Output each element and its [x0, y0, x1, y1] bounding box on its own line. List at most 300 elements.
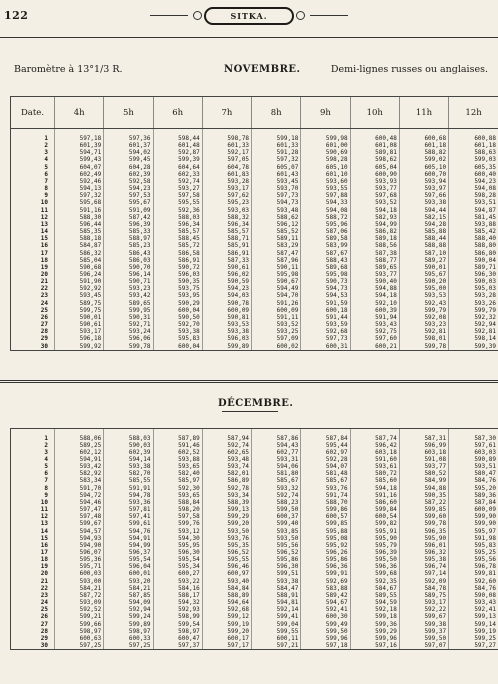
reading-cell: 594,88 — [399, 485, 448, 492]
reading-cell: 595,83 — [153, 335, 202, 342]
table-row — [11, 278, 498, 285]
reading-cell: 596,32 — [399, 549, 448, 556]
reading-cell: 603,03 — [449, 449, 498, 456]
reading-cell: 597,21 — [252, 642, 301, 650]
column-header-hour: 12h — [449, 97, 498, 129]
reading-cell: 599,25 — [449, 635, 498, 642]
reading-cell: 587,94 — [202, 428, 251, 442]
table-row — [11, 235, 498, 242]
reading-cell: 594,78 — [104, 492, 153, 499]
reading-cell: 594,43 — [252, 442, 301, 449]
reading-cell: 593,42 — [104, 292, 153, 299]
reading-cell: 593,51 — [449, 199, 498, 206]
reading-cell: 594,91 — [104, 535, 153, 542]
reading-cell: 601,00 — [301, 142, 350, 149]
reading-cell: 593,50 — [252, 535, 301, 542]
reading-cell: 592,36 — [153, 207, 202, 214]
reading-cell: 595,83 — [449, 542, 498, 549]
reading-cell: 593,12 — [153, 528, 202, 535]
reading-cell: 604,28 — [104, 164, 153, 171]
reading-cell: 588,63 — [449, 149, 498, 156]
reading-cell: 597,73 — [252, 192, 301, 199]
reading-cell: 599,76 — [153, 520, 202, 527]
reading-cell: 596,44 — [55, 221, 104, 228]
reading-cell: 599,29 — [202, 513, 251, 520]
reading-cell: 594,03 — [202, 292, 251, 299]
reading-cell: 593,17 — [55, 328, 104, 335]
reading-cell: 596,36 — [301, 563, 350, 570]
reading-cell: 592,17 — [202, 149, 251, 156]
month-title-november: NOVEMBRE. — [224, 64, 301, 75]
date-cell: 22 — [11, 585, 55, 592]
reading-cell: 593,88 — [153, 456, 202, 463]
reading-cell: 594,91 — [55, 456, 104, 463]
reading-cell: 585,97 — [153, 477, 202, 484]
reading-cell: 593,60 — [301, 178, 350, 185]
reading-cell: 600,63 — [55, 635, 104, 642]
reading-cell: 590,78 — [202, 300, 251, 307]
table-row — [11, 292, 498, 299]
table-row — [11, 570, 498, 577]
table-row — [11, 606, 498, 613]
reading-cell: 599,37 — [399, 628, 448, 635]
reading-cell: 599,84 — [350, 506, 399, 513]
reading-cell: 590,40 — [350, 278, 399, 285]
reading-cell: 586,58 — [153, 250, 202, 257]
reading-cell: 594,28 — [399, 221, 448, 228]
reading-cell: 593,26 — [449, 300, 498, 307]
table-row — [11, 171, 498, 178]
date-cell: 23 — [11, 592, 55, 599]
reading-cell: 592,41 — [449, 606, 498, 613]
date-cell: 5 — [11, 164, 55, 171]
table-row — [11, 549, 498, 556]
date-cell: 16 — [11, 242, 55, 249]
reading-cell: 582,01 — [202, 470, 251, 477]
reading-cell: 587,67 — [301, 250, 350, 257]
reading-cell: 604,64 — [153, 164, 202, 171]
table-row — [11, 635, 498, 642]
reading-cell: 594,87 — [449, 207, 498, 214]
reading-cell: 598,44 — [153, 129, 202, 143]
reading-cell: 585,04 — [55, 257, 104, 264]
reading-cell: 592,32 — [449, 314, 498, 321]
reading-cell: 597,32 — [55, 192, 104, 199]
date-cell: 7 — [11, 477, 55, 484]
reading-cell: 581,80 — [252, 470, 301, 477]
reading-cell: 584,99 — [399, 477, 448, 484]
reading-cell: 595,90 — [399, 535, 448, 542]
reading-cell: 593,38 — [153, 328, 202, 335]
reading-cell: 599,38 — [399, 621, 448, 628]
reading-cell: 596,18 — [55, 335, 104, 342]
reading-cell: 599,95 — [104, 307, 153, 314]
reading-cell: 585,72 — [153, 242, 202, 249]
reading-cell: 592,92 — [55, 285, 104, 292]
reading-cell: 591,59 — [301, 300, 350, 307]
reading-cell: 602,52 — [153, 449, 202, 456]
reading-cell: 599,12 — [202, 613, 251, 620]
reading-cell: 599,21 — [55, 613, 104, 620]
reading-cell: 586,32 — [55, 250, 104, 257]
table-row — [11, 520, 498, 527]
reading-cell: 587,47 — [252, 250, 301, 257]
date-cell: 30 — [11, 642, 55, 650]
reading-cell: 600,57 — [301, 513, 350, 520]
page-number: 122 — [4, 9, 29, 22]
reading-cell: 595,88 — [301, 528, 350, 535]
reading-cell: 588,30 — [55, 214, 104, 221]
reading-cell: 593,34 — [202, 492, 251, 499]
date-cell: 23 — [11, 292, 55, 299]
table-row — [11, 335, 498, 342]
reading-cell: 593,38 — [104, 463, 153, 470]
date-cell: 11 — [11, 506, 55, 513]
november-table-body — [11, 129, 498, 351]
reading-cell: 599,89 — [202, 343, 251, 351]
date-cell: 30 — [11, 343, 55, 351]
date-cell: 28 — [11, 628, 55, 635]
column-header-hour: 7h — [202, 97, 251, 129]
reading-cell: 596,42 — [350, 442, 399, 449]
reading-cell: 588,71 — [202, 235, 251, 242]
reading-cell: 599,19 — [449, 628, 498, 635]
reading-cell: 593,53 — [202, 321, 251, 328]
reading-cell: 584,76 — [449, 477, 498, 484]
reading-cell: 595,79 — [350, 542, 399, 549]
reading-cell: 596,36 — [350, 563, 399, 570]
reading-cell: 599,78 — [104, 343, 153, 351]
table-row — [11, 185, 498, 192]
reading-cell: 600,90 — [350, 171, 399, 178]
reading-cell: 587,31 — [399, 428, 448, 442]
reading-cell: 593,24 — [104, 328, 153, 335]
reading-cell: 594,13 — [55, 185, 104, 192]
reading-cell: 596,52 — [252, 549, 301, 556]
date-cell: 2 — [11, 142, 55, 149]
date-cell: 3 — [11, 149, 55, 156]
reading-cell: 599,50 — [399, 635, 448, 642]
reading-cell: 593,77 — [399, 463, 448, 470]
reading-cell: 584,87 — [55, 242, 104, 249]
reading-cell: 596,37 — [104, 549, 153, 556]
reading-cell: 599,67 — [399, 613, 448, 620]
reading-cell: 590,81 — [202, 314, 251, 321]
reading-cell: 594,72 — [55, 492, 104, 499]
reading-cell: 601,18 — [399, 142, 448, 149]
reading-cell: 588,06 — [55, 428, 104, 442]
reading-cell: 587,85 — [104, 592, 153, 599]
reading-cell: 596,26 — [301, 549, 350, 556]
reading-cell: 597,25 — [55, 642, 104, 650]
reading-cell: 588,03 — [104, 428, 153, 442]
reading-cell: 594,09 — [104, 599, 153, 606]
reading-cell: 592,22 — [399, 606, 448, 613]
reading-cell: 595,34 — [153, 563, 202, 570]
reading-cell: 590,03 — [104, 442, 153, 449]
reading-cell: 588,91 — [252, 592, 301, 599]
reading-cell: 596,06 — [104, 335, 153, 342]
reading-cell: 583,29 — [252, 242, 301, 249]
reading-cell: 598,01 — [399, 335, 448, 342]
reading-cell: 591,46 — [153, 442, 202, 449]
reading-cell: 593,25 — [252, 328, 301, 335]
reading-cell: 592,52 — [55, 606, 104, 613]
reading-cell: 590,11 — [252, 264, 301, 271]
reading-cell: 593,88 — [449, 221, 498, 228]
reading-cell: 588,18 — [55, 235, 104, 242]
reading-cell: 594,14 — [104, 456, 153, 463]
reading-cell: 591,60 — [350, 456, 399, 463]
reading-cell: 597,66 — [399, 192, 448, 199]
reading-cell: 591,16 — [55, 207, 104, 214]
reading-cell: 594,71 — [55, 149, 104, 156]
reading-cell: 596,46 — [202, 563, 251, 570]
reading-cell: 595,98 — [252, 271, 301, 278]
reading-cell: 588,44 — [399, 235, 448, 242]
reading-cell: 594,18 — [350, 485, 399, 492]
reading-cell: 585,60 — [350, 477, 399, 484]
table-row — [11, 449, 498, 456]
reading-cell: 594,23 — [104, 185, 153, 192]
reading-cell: 596,39 — [350, 549, 399, 556]
reading-cell: 602,39 — [104, 449, 153, 456]
reading-cell: 595,55 — [202, 556, 251, 563]
reading-cell: 584,76 — [449, 585, 498, 592]
date-cell: 12 — [11, 214, 55, 221]
reading-cell: 594,33 — [301, 199, 350, 206]
reading-cell: 597,48 — [55, 513, 104, 520]
reading-cell: 596,39 — [104, 221, 153, 228]
reading-cell: 600,04 — [153, 343, 202, 351]
reading-cell: 587,72 — [55, 592, 104, 599]
date-cell: 21 — [11, 278, 55, 285]
reading-cell: 598,78 — [202, 129, 251, 143]
table-row — [11, 221, 498, 228]
reading-cell: 600,09 — [202, 307, 251, 314]
reading-cell: 595,20 — [449, 485, 498, 492]
reading-cell: 590,59 — [202, 278, 251, 285]
reading-cell: 595,08 — [301, 535, 350, 542]
reading-cell: 600,31 — [301, 343, 350, 351]
reading-cell: 594,70 — [252, 292, 301, 299]
reading-cell: 594,18 — [350, 292, 399, 299]
reading-cell: 585,67 — [301, 477, 350, 484]
reading-cell: 585,67 — [252, 477, 301, 484]
reading-cell: 585,88 — [399, 228, 448, 235]
reading-cell: 593,97 — [399, 185, 448, 192]
reading-cell: 599,85 — [399, 506, 448, 513]
reading-cell: 588,82 — [399, 149, 448, 156]
reading-cell: 594,08 — [301, 207, 350, 214]
date-cell: 29 — [11, 635, 55, 642]
reading-cell: 600,27 — [153, 570, 202, 577]
reading-cell: 595,96 — [301, 221, 350, 228]
reading-cell: 603,18 — [350, 449, 399, 456]
reading-cell: 588,23 — [252, 499, 301, 506]
reading-cell: 593,31 — [252, 456, 301, 463]
reading-cell: 599,40 — [252, 520, 301, 527]
reading-cell: 597,88 — [301, 192, 350, 199]
reading-cell: 585,35 — [55, 228, 104, 235]
reading-cell: 592,43 — [399, 300, 448, 307]
reading-cell: 602,39 — [104, 171, 153, 178]
reading-cell: 587,86 — [252, 428, 301, 442]
reading-cell: 599,98 — [301, 129, 350, 143]
reading-cell: 599,55 — [252, 628, 301, 635]
reading-cell: 593,27 — [153, 185, 202, 192]
reading-cell: 596,34 — [202, 221, 251, 228]
reading-cell: 594,90 — [55, 542, 104, 549]
reading-cell: 599,79 — [449, 307, 498, 314]
reading-cell: 592,68 — [301, 328, 350, 335]
reading-cell: 600,97 — [202, 570, 251, 577]
reading-cell: 600,11 — [252, 635, 301, 642]
table-row — [11, 207, 498, 214]
reading-cell: 600,09 — [252, 307, 301, 314]
reading-cell: 595,91 — [350, 528, 399, 535]
reading-cell: 586,43 — [104, 250, 153, 257]
reading-cell: 598,97 — [55, 628, 104, 635]
reading-cell: 596,34 — [153, 221, 202, 228]
reading-cell: 594,88 — [350, 285, 399, 292]
reading-cell: 599,79 — [399, 307, 448, 314]
reading-cell: 590,69 — [301, 149, 350, 156]
reading-cell: 599,14 — [449, 621, 498, 628]
table-row — [11, 214, 498, 221]
reading-cell: 589,71 — [449, 264, 498, 271]
reading-cell: 586,91 — [202, 250, 251, 257]
table-row — [11, 142, 498, 149]
reading-cell: 595,71 — [55, 563, 104, 570]
reading-cell: 599,96 — [301, 635, 350, 642]
reading-cell: 595,86 — [301, 556, 350, 563]
reading-cell: 589,58 — [301, 235, 350, 242]
reading-cell: 585,55 — [104, 477, 153, 484]
reading-cell: 590,73 — [301, 278, 350, 285]
reading-cell: 594,08 — [449, 185, 498, 192]
reading-cell: 596,01 — [399, 542, 448, 549]
reading-cell: 591,08 — [399, 456, 448, 463]
reading-cell: 592,41 — [301, 606, 350, 613]
reading-cell: 586,80 — [449, 250, 498, 257]
reading-cell: 605,35 — [449, 164, 498, 171]
reading-cell: 601,39 — [55, 142, 104, 149]
date-cell: 13 — [11, 520, 55, 527]
date-cell: 2 — [11, 442, 55, 449]
reading-cell: 596,74 — [399, 563, 448, 570]
reading-cell: 601,37 — [104, 142, 153, 149]
reading-cell: 599,19 — [202, 621, 251, 628]
reading-cell: 597,73 — [301, 335, 350, 342]
reading-cell: 593,28 — [202, 178, 251, 185]
reading-cell: 593,28 — [449, 292, 498, 299]
reading-cell: 600,39 — [350, 307, 399, 314]
table-row — [11, 156, 498, 163]
reading-cell: 595,38 — [399, 556, 448, 563]
date-cell: 29 — [11, 335, 55, 342]
reading-cell: 586,03 — [104, 257, 153, 264]
reading-cell: 593,50 — [202, 528, 251, 535]
date-cell: 17 — [11, 250, 55, 257]
table-row — [11, 228, 498, 235]
reading-cell: 588,03 — [153, 214, 202, 221]
reading-cell: 600,21 — [350, 343, 399, 351]
reading-cell: 600,54 — [350, 513, 399, 520]
reading-cell: 583,34 — [55, 477, 104, 484]
column-header-hour: 8h — [252, 97, 301, 129]
reading-cell: 599,54 — [153, 621, 202, 628]
reading-cell: 597,47 — [55, 506, 104, 513]
date-cell: 25 — [11, 307, 55, 314]
date-cell: 22 — [11, 285, 55, 292]
reading-cell: 597,36 — [104, 129, 153, 143]
reading-cell: 599,43 — [55, 156, 104, 163]
reading-cell: 594,99 — [350, 221, 399, 228]
reading-cell: 597,17 — [202, 642, 251, 650]
reading-cell: 588,43 — [301, 257, 350, 264]
november-table — [10, 96, 498, 351]
date-cell: 11 — [11, 207, 55, 214]
table-row — [11, 621, 498, 628]
reading-cell: 604,07 — [55, 164, 104, 171]
reading-cell: 588,80 — [449, 242, 498, 249]
reading-cell: 592,58 — [104, 178, 153, 185]
date-cell: 10 — [11, 199, 55, 206]
reading-cell: 599,91 — [301, 570, 350, 577]
date-cell: 24 — [11, 300, 55, 307]
table-row — [11, 321, 498, 328]
reading-cell: 584,78 — [399, 585, 448, 592]
date-cell: 13 — [11, 221, 55, 228]
reading-cell: 601,43 — [252, 171, 301, 178]
table-header-row — [11, 97, 498, 129]
reading-cell: 593,95 — [153, 292, 202, 299]
reading-cell: 590,08 — [449, 592, 498, 599]
reading-cell: 596,78 — [449, 563, 498, 570]
reading-cell: 596,07 — [55, 549, 104, 556]
reading-cell: 582,93 — [350, 214, 399, 221]
date-cell: 9 — [11, 492, 55, 499]
reading-cell: 595,55 — [153, 199, 202, 206]
reading-cell: 599,67 — [55, 520, 104, 527]
reading-cell: 597,09 — [252, 335, 301, 342]
reading-cell: 602,77 — [252, 449, 301, 456]
reading-cell: 597,61 — [449, 442, 498, 449]
reading-cell: 585,52 — [252, 228, 301, 235]
reading-cell: 590,35 — [153, 278, 202, 285]
reading-cell: 596,30 — [449, 271, 498, 278]
reading-cell: 594,93 — [55, 535, 104, 542]
reading-cell: 591,98 — [449, 535, 498, 542]
reading-cell: 597,27 — [449, 642, 498, 650]
reading-cell: 594,02 — [104, 149, 153, 156]
reading-cell: 595,56 — [449, 556, 498, 563]
reading-cell: 590,61 — [55, 321, 104, 328]
page-title: SITKA. — [204, 7, 294, 25]
table-row — [11, 242, 498, 249]
reading-cell: 599,39 — [153, 156, 202, 163]
reading-cell: 600,47 — [153, 635, 202, 642]
reading-cell: 593,85 — [252, 528, 301, 535]
reading-cell: 594,81 — [252, 599, 301, 606]
reading-cell: 595,50 — [350, 556, 399, 563]
reading-cell: 590,89 — [449, 456, 498, 463]
reading-cell: 592,74 — [153, 178, 202, 185]
reading-cell: 594,49 — [252, 285, 301, 292]
reading-cell: 584,47 — [252, 585, 301, 592]
reading-cell: 605,04 — [350, 164, 399, 171]
